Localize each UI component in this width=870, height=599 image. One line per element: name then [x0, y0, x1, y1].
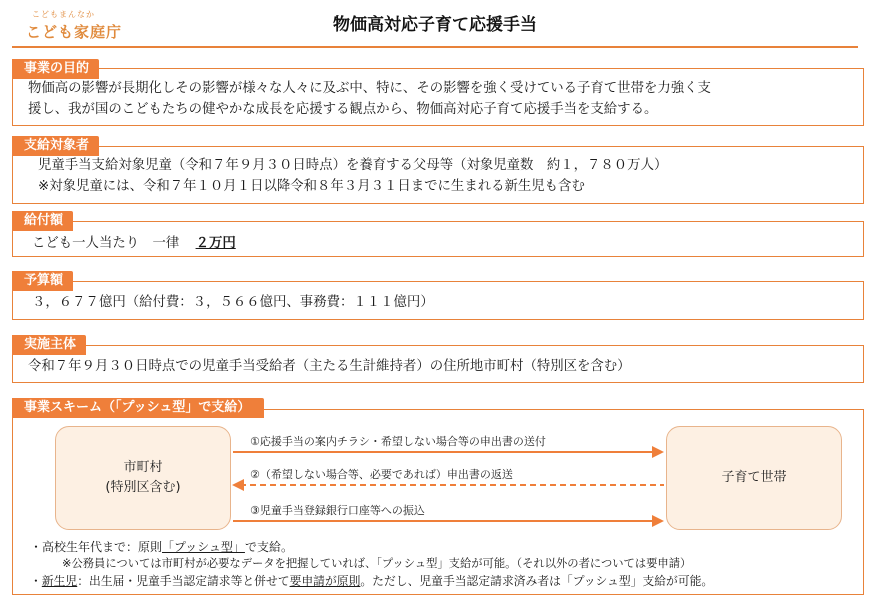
logo-tagline: こどもまんなか — [32, 10, 95, 19]
municipality-name: 市町村 — [123, 460, 163, 475]
flow2-label: ②（希望しない場合等、必要であれば）申出書の返送 — [250, 468, 513, 481]
agency-logo: こども家庭庁 — [26, 23, 123, 41]
note3-tail: 。ただし、児童手当認定請求済み者は「プッシュ型」支給が可能。 — [360, 574, 714, 588]
municipality-subtext: (特別区含む) — [105, 480, 181, 495]
amount-prefix: こども一人当たり 一律 — [32, 236, 180, 251]
note-high-school — [30, 539, 293, 555]
target-label: 支給対象者 — [12, 136, 99, 156]
scheme-label: 事業スキーム（「プッシュ型」で支給） — [12, 398, 264, 418]
note1-prefix: ・高校生年代まで：原則 — [30, 540, 163, 554]
flow1-label: ①応援手当の案内チラシ・希望しない場合等の申出書の送付 — [250, 435, 546, 448]
note3-bullet: ・ — [30, 574, 42, 588]
budget-text: ３，６７７億円（給付費：３，５６６億円、事務費：１１１億円） — [32, 295, 434, 310]
flow1-arrowhead — [652, 446, 664, 458]
note-public-servants: ※公務員については市町村が必要なデータを把握していれば、「プッシュ型」支給が可能。（それ以外の者については要申請） — [62, 557, 692, 570]
note-newborn — [30, 573, 713, 589]
flow3-arrowhead — [652, 515, 664, 527]
note3-text: ：出生届・児童手当認定請求等と併せて — [77, 574, 290, 588]
implementer-label: 実施主体 — [12, 335, 86, 355]
page-title: 物価高対応子育て応援手当 — [333, 15, 537, 35]
budget-label: 予算額 — [12, 271, 73, 291]
target-text-line1: 児童手当支給対象児童（令和７年９月３０日時点）を養育する父母等（対象児童数 約１，７８０万人） — [38, 158, 668, 173]
note3-application-required: 要申請が原則 — [289, 574, 361, 588]
implementer-text: 令和７年９月３０日時点での児童手当受給者（主たる生計維持者）の住所地市町村（特別区を含む） — [28, 359, 631, 374]
note1-push-type: 「プッシュ型」 — [162, 540, 245, 554]
purpose-label: 事業の目的 — [12, 59, 99, 79]
amount-label: 給付額 — [12, 211, 73, 231]
flow2-arrowhead — [232, 479, 244, 491]
target-text-line2: ※対象児童には、令和７年１０月１日以降令和８年３月３１日までに生まれる新生児も含む — [38, 179, 585, 194]
note1-suffix: で支給。 — [244, 540, 293, 554]
amount-value: ２万円 — [195, 236, 236, 251]
flow3-label: ③児童手当登録銀行口座等への振込 — [250, 504, 425, 517]
note3-newborn: 新生児 — [41, 574, 78, 588]
purpose-text-line2: 援し、我が国のこどもたちの健やかな成長を応援する観点から、物価高対応子育て応援手当を支給する。 — [28, 102, 658, 117]
purpose-text-line1: 物価高の影響が長期化しその影響が様々な人々に及ぶ中、特に、その影響を強く受けている子育て世帯を力強く支 — [28, 81, 711, 96]
household-name: 子育て世帯 — [721, 470, 787, 485]
